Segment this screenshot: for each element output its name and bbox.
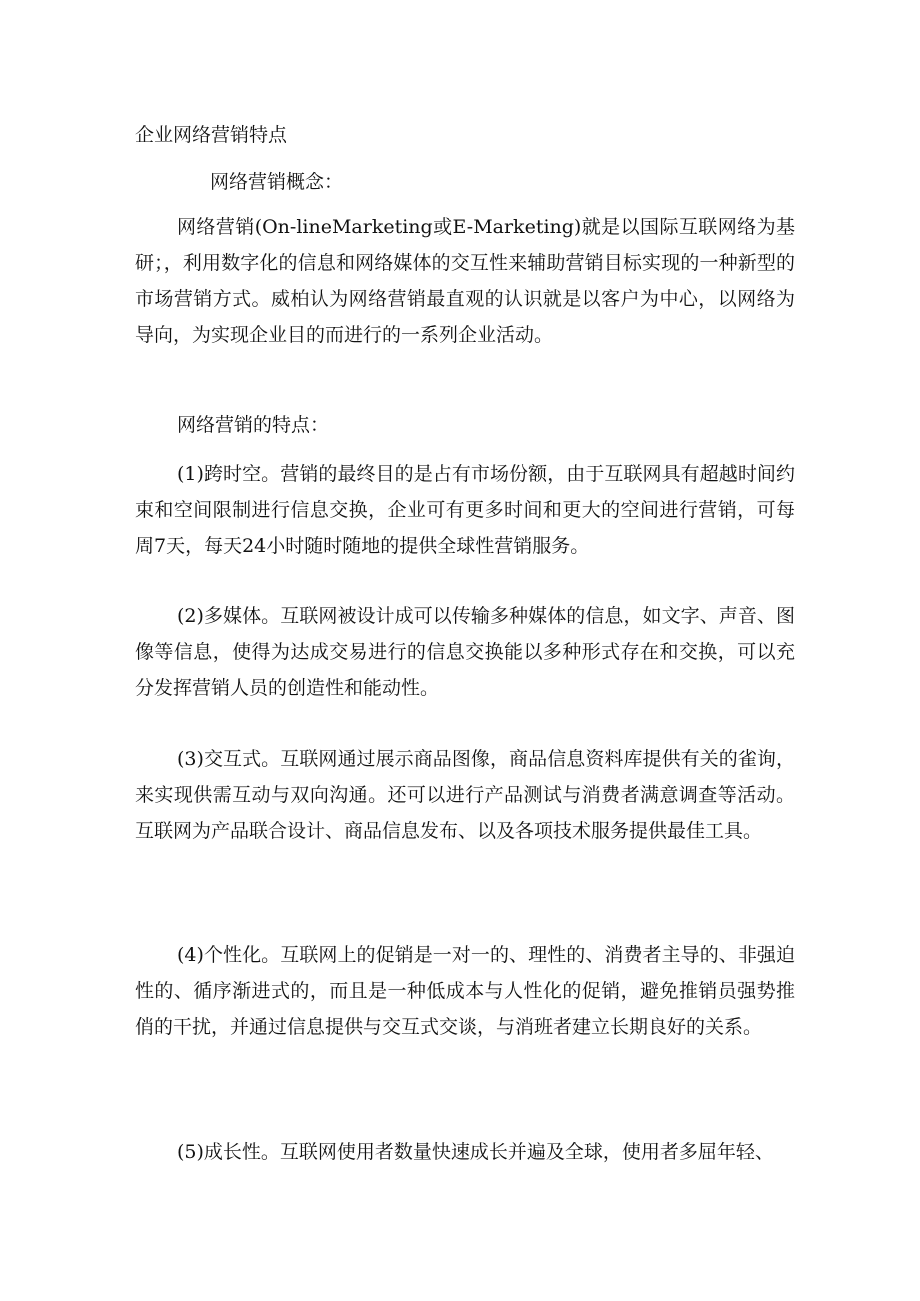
- paragraph-feature-5: (5)成长性。互联网使用者数量快速成长并遍及全球，使用者多屈年轻、: [177, 1141, 774, 1163]
- paragraph-feature-2: (2)多媒体。互联网被设计成可以传输多种媒体的信息，如文字、声音、图像等信息，使得为达成交易进行的信息交换能以多种形式存在和交换，可以充分发挥营销人员的创造性和能动性。: [135, 605, 795, 699]
- paragraph-feature-4: (4)个性化。互联网上的促销是一对一的、理性的、消费者主导的、非强迫性的、循序渐进式的，而且是一种低成本与人性化的促销，避免推销员强势推俏的干扰，并通过信息提供与交互式交谈，与消班者建立长期良好的关系。: [135, 944, 795, 1038]
- document-title: 企业网络营销特点: [135, 124, 288, 146]
- concept-heading: 网络营销概念：: [210, 171, 344, 193]
- paragraph-features-heading: 网络营销的特点：: [177, 414, 330, 436]
- paragraph-feature-3: (3)交互式。互联网通过展示商品图像，商品信息资料库提供有关的雀询，来实现供需互动与双向沟通。还可以进行产品测试与消费者满意调查等活动。互联网为产品联合设计、商品信息发布、以及各项技术服务提供最佳工具。: [135, 748, 795, 842]
- paragraph-definition: 网络营销(On-lineMarketing或E-Marketing)就是以国际互联网络为基研；，利用数字化的信息和网络媒体的交互性来辅助营销目标实现的一种新型的市场营销方式。威柏认为网络营销最直观的认识就是以客户为中心，以网络为导向，为实现企业目的而进行的一系列企业活动。: [135, 216, 795, 346]
- paragraph-feature-1: (1)跨时空。营销的最终目的是占有市场份额，由于互联网具有超越时间约束和空间限制进行信息交换，企业可有更多时间和更大的空间进行营销，可每周7天，每天24小时随时随地的提供全球性营销服务。: [135, 463, 795, 557]
